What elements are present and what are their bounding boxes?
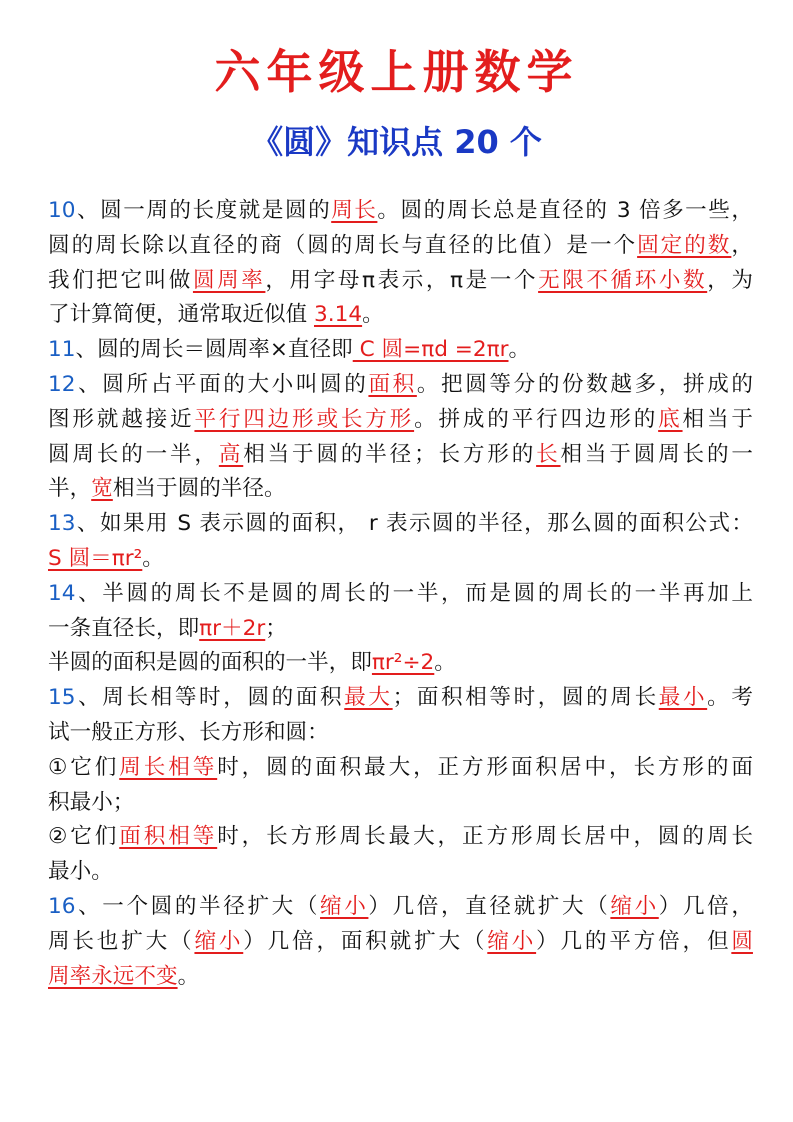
answer-text: 圆周率	[192, 267, 266, 293]
page-title: 六年级上册数学	[214, 45, 579, 99]
point-10-line-2: 圆的周长除以直径的商（圆的周长与直径的比值）是一个固定的数，	[48, 232, 753, 258]
point-12	[48, 368, 753, 507]
point-16-line-3: 周率永远不变。	[48, 963, 200, 989]
answer-text: 周率永远不变	[48, 963, 178, 989]
point-15-line-2: 试一般正方形、长方形和圆：	[48, 719, 329, 745]
point-12-line-1: 12、圆所占平面的大小叫圆的面积。把圆等分的份数越多，拼成的	[48, 371, 753, 397]
answer-text: 面积	[368, 371, 417, 397]
point-11	[48, 333, 753, 368]
page-subtitle: 《圆》知识点 20 个	[251, 123, 542, 161]
answer-text: 缩小	[610, 893, 659, 919]
answer-text: 无限不循环小数	[538, 267, 708, 293]
answer-text: 固定的数	[637, 232, 732, 258]
point-11-line-1: 11、圆的周长＝圆周率×直径即 C 圆=πd =2πr。	[48, 337, 531, 363]
point-number: 14	[48, 580, 76, 606]
point-12-line-2: 图形就越接近平行四边形或长方形。拼成的平行四边形的底相当于	[48, 406, 753, 432]
point-13	[48, 507, 753, 577]
answer-text: 周长	[331, 198, 378, 223]
answer-text: 缩小	[194, 928, 244, 954]
point-13-line-1: 13、如果用 S 表示圆的面积， r 表示圆的半径，那么圆的面积公式：	[48, 511, 753, 537]
answer-text: 底	[658, 406, 683, 432]
answer-text: C 圆=πd =2πr	[352, 337, 509, 363]
point-12-line-4: 半，宽相当于圆的半径。	[48, 476, 286, 502]
point-10-line-4: 了计算简便，通常取近似值 3.14。	[48, 302, 384, 328]
answer-text: 圆	[731, 928, 753, 954]
point-number: 12	[48, 371, 76, 397]
point-15-line-4: 积最小；	[48, 789, 135, 815]
answer-text: 最小	[658, 685, 708, 711]
answer-text: 周长相等	[119, 754, 218, 780]
answer-text: 3.14	[314, 302, 363, 328]
point-number: 11	[48, 337, 76, 363]
point-number: 15	[48, 685, 76, 711]
point-13-line-2: S 圆＝πr²。	[48, 545, 164, 571]
answer-text: 平行四边形或长方形	[194, 406, 415, 432]
answer-text: 长	[536, 441, 561, 467]
point-15-line-5: ②它们面积相等时，长方形周长最大，正方形周长居中，圆的周长	[48, 824, 753, 850]
answer-text: S 圆＝πr²	[48, 545, 143, 571]
point-10-line-3: 我们把它叫做圆周率，用字母π表示，π是一个无限不循环小数，为	[48, 267, 753, 293]
point-10-line-1: 10、圆一周的长度就是圆的周长。圆的周长总是直径的 3 倍多一些，	[48, 198, 753, 223]
point-14-line-1: 14、半圆的周长不是圆的周长的一半，而是圆的周长的一半再加上	[48, 580, 753, 606]
point-number: 16	[48, 893, 76, 919]
point-16-line-1: 16、一个圆的半径扩大（缩小）几倍，直径就扩大（缩小）几倍，	[48, 893, 753, 919]
point-12-line-3: 圆周长的一半，高相当于圆的半径；长方形的长相当于圆周长的一	[48, 441, 753, 467]
answer-text: πr²÷2	[371, 650, 435, 676]
point-14-line-3: 半圆的面积是圆的面积的一半，即πr²÷2。	[48, 650, 456, 676]
answer-text: 缩小	[487, 928, 537, 954]
point-15	[48, 681, 753, 890]
point-14	[48, 577, 753, 681]
point-16-line-2: 周长也扩大（缩小）几倍，面积就扩大（缩小）几的平方倍，但圆	[48, 928, 753, 954]
answer-text: 高	[218, 441, 244, 467]
answer-text: 面积相等	[119, 824, 218, 850]
point-number: 13	[48, 511, 76, 537]
answer-text: πr＋2r	[199, 615, 266, 641]
point-15-line-6: 最小。	[48, 859, 113, 885]
point-10	[48, 194, 753, 333]
answer-text: 缩小	[320, 893, 369, 919]
point-15-line-3: ①它们周长相等时，圆的面积最大，正方形面积居中，长方形的面	[48, 754, 753, 780]
knowledge-points	[48, 194, 753, 994]
point-15-line-1: 15、周长相等时，圆的面积最大；面积相等时，圆的周长最小。考	[48, 685, 753, 711]
answer-text: 宽	[91, 476, 113, 502]
answer-text: 最大	[344, 685, 393, 711]
point-number: 10	[48, 198, 76, 223]
point-14-line-2: 一条直径长，即πr＋2r；	[48, 615, 287, 641]
point-16	[48, 890, 753, 994]
